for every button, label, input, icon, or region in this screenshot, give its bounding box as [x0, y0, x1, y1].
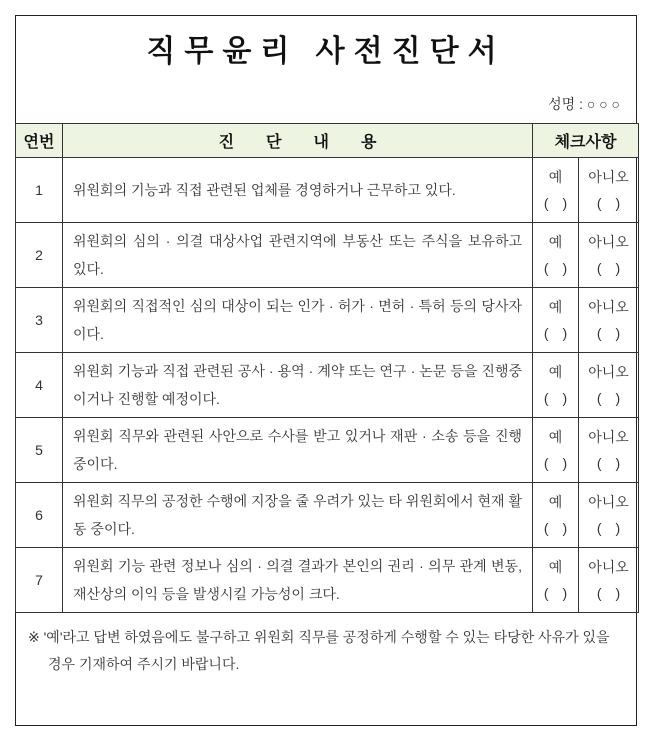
no-checkbox[interactable]: [579, 548, 639, 613]
yes-checkbox[interactable]: [533, 548, 579, 613]
no-blank: ( ): [596, 455, 621, 471]
table-row: [16, 418, 639, 483]
yes-label: 예: [548, 559, 563, 575]
row-number: 2: [16, 223, 63, 288]
header-num: 연번: [16, 124, 63, 158]
no-checkbox[interactable]: [579, 418, 639, 483]
row-text: 위원회 기능과 직접 관련된 공사 · 용역 · 계약 또는 연구 · 논문 등을 진행중이거나 진행할 예정이다.: [63, 353, 533, 418]
no-checkbox[interactable]: [579, 223, 639, 288]
no-label: 아니오: [588, 494, 629, 510]
no-checkbox[interactable]: [579, 158, 639, 223]
yes-label: 예: [548, 494, 563, 510]
no-blank: ( ): [596, 390, 621, 406]
no-label: 아니오: [588, 299, 629, 315]
no-blank: ( ): [596, 195, 621, 211]
table-header: [16, 124, 639, 158]
no-blank: ( ): [596, 520, 621, 536]
row-number: 1: [16, 158, 63, 223]
yes-blank: ( ): [543, 455, 568, 471]
no-blank: ( ): [596, 325, 621, 341]
row-number: 6: [16, 483, 63, 548]
no-label: 아니오: [588, 429, 629, 445]
row-text: 위원회 직무의 공정한 수행에 지장을 줄 우려가 있는 타 위원회에서 현재 활동 중이다.: [63, 483, 533, 548]
diagnosis-table: [15, 123, 639, 613]
name-field: 성명 : ○ ○ ○: [548, 96, 620, 112]
row-number: 5: [16, 418, 63, 483]
yes-label: 예: [548, 234, 563, 250]
row-text: 위원회의 직접적인 심의 대상이 되는 인가 · 허가 · 면허 · 특허 등의 당사자이다.: [63, 288, 533, 353]
diagnosis-form: [15, 15, 637, 726]
row-text: 위원회의 심의 · 의결 대상사업 관련지역에 부동산 또는 주식을 보유하고 있다.: [63, 223, 533, 288]
table-row: [16, 353, 639, 418]
table-row: [16, 483, 639, 548]
note-text: ※ '예'라고 답변 하였음에도 불구하고 위원회 직무를 공정하게 수행할 수 있는 타당한 사유가 있을 경우 기재하여 주시기 바랍니다.: [28, 629, 610, 672]
table-row: [16, 288, 639, 353]
yes-blank: ( ): [543, 585, 568, 601]
yes-checkbox[interactable]: [533, 353, 579, 418]
header-content: 진 단 내 용: [63, 124, 533, 158]
no-label: 아니오: [588, 234, 629, 250]
no-checkbox[interactable]: [579, 483, 639, 548]
yes-blank: ( ): [543, 260, 568, 276]
table-row: [16, 223, 639, 288]
no-blank: ( ): [596, 585, 621, 601]
yes-label: 예: [548, 364, 563, 380]
yes-label: 예: [548, 299, 563, 315]
no-blank: ( ): [596, 260, 621, 276]
table-row: [16, 548, 639, 613]
yes-label: 예: [548, 429, 563, 445]
yes-checkbox[interactable]: [533, 483, 579, 548]
row-number: 4: [16, 353, 63, 418]
row-text: 위원회 기능 관련 정보나 심의 · 의결 결과가 본인의 권리 · 의무 관계 변동, 재산상의 이익 등을 발생시킬 가능성이 크다.: [63, 548, 533, 613]
row-text: 위원회 직무와 관련된 사안으로 수사를 받고 있거나 재판 · 소송 등을 진행 중이다.: [63, 418, 533, 483]
yes-checkbox[interactable]: [533, 223, 579, 288]
row-number: 3: [16, 288, 63, 353]
no-checkbox[interactable]: [579, 288, 639, 353]
no-label: 아니오: [588, 364, 629, 380]
row-text: 위원회의 기능과 직접 관련된 업체를 경영하거나 근무하고 있다.: [63, 158, 533, 223]
row-number: 7: [16, 548, 63, 613]
table-row: [16, 158, 639, 223]
yes-label: 예: [548, 169, 563, 185]
no-label: 아니오: [588, 559, 629, 575]
no-checkbox[interactable]: [579, 353, 639, 418]
header-check: 체크사항: [533, 124, 639, 158]
yes-blank: ( ): [543, 195, 568, 211]
yes-blank: ( ): [543, 390, 568, 406]
yes-checkbox[interactable]: [533, 158, 579, 223]
page-title: 직무윤리 사전진단서: [146, 35, 506, 68]
yes-checkbox[interactable]: [533, 288, 579, 353]
yes-checkbox[interactable]: [533, 418, 579, 483]
yes-blank: ( ): [543, 325, 568, 341]
no-label: 아니오: [588, 169, 629, 185]
yes-blank: ( ): [543, 520, 568, 536]
